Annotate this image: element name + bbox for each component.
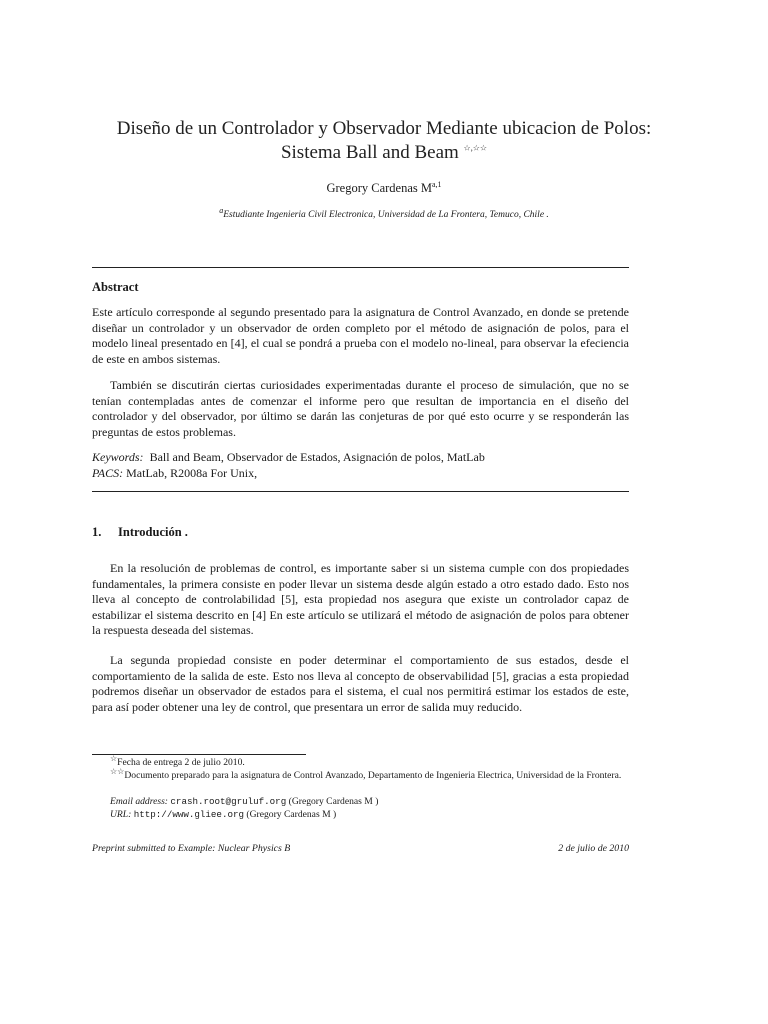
preprint-date: 2 de julio de 2010 (558, 843, 629, 854)
abstract-bottom-rule (92, 491, 629, 492)
abstract-heading: Abstract (92, 280, 139, 294)
title-line-2-text: Sistema Ball and Beam (280, 142, 459, 163)
affiliation-text: Estudiante Ingenieria Civil Electronica, Universidad de La Frontera, Temuco, Chile . (223, 210, 549, 220)
footnote-url (92, 808, 629, 821)
url-owner: (Gregory Cardenas M ) (246, 809, 337, 820)
section-number: 1. (92, 525, 102, 539)
footnote-1-mark: ☆ (110, 753, 118, 763)
intro-paragraph-2: La segunda propiedad consiste en poder determinar el comportamiento de sus estados, desde el comportamiento de la salida de este. Esto nos lleva al concepto de observabilidad [5], gracias a esta propiedad podremos diseñar un observador de estados para el sistema, el cual nos permitirá estimar los estados de este, para así poder obtener una ley de control, que presentara un error de salida muy reducido. (92, 653, 629, 714)
email-label: Email address: (110, 796, 169, 807)
email-address-link[interactable]: crash.root@gruluf.org (170, 796, 287, 807)
preprint-note: Preprint submitted to Example: Nuclear Physics B (92, 843, 291, 854)
keywords-line (92, 450, 629, 466)
pacs-line (92, 466, 629, 482)
pacs-text: MatLab, R2008a For Unix, (126, 466, 258, 480)
footnote-1-text: Fecha de entrega 2 de julio 2010. (117, 757, 245, 768)
keywords-label: Keywords: (92, 450, 144, 464)
footnote-email (92, 795, 629, 808)
title-line-1: Diseño de un Controlador y Observador Mediante ubicacion de Polos: (116, 118, 652, 139)
footnote-1 (92, 753, 629, 769)
title-footnote-marks: ☆,☆☆ (463, 143, 488, 153)
paper-title (60, 117, 708, 165)
author-line (60, 181, 708, 196)
footnote-rule (92, 754, 306, 755)
email-owner: (Gregory Cardenas M ) (288, 796, 379, 807)
keywords-text: Ball and Beam, Observador de Estados, Asignación de polos, MatLab (149, 450, 485, 464)
pacs-label: PACS: (92, 466, 124, 480)
author-name: Gregory Cardenas M (326, 181, 432, 195)
affiliation-superscript: a (219, 205, 224, 215)
abstract-paragraph-2: También se discutirán ciertas curiosidades experimentadas durante el proceso de simulación, que no se tenían contempladas antes de comenzar el informe pero que resultan de importancia en el diseño del controlador y del observador, por último se darán las conjeturas de por qué esto ocurre y se responderán las preguntas de estos problemas. (92, 378, 629, 439)
footnote-2-text: Documento preparado para la asignatura de Control Avanzado, Departamento de Ingenieria Electrica, Universidad de la Frontera. (124, 770, 622, 781)
footnote-2-mark: ☆☆ (110, 766, 125, 776)
url-link[interactable]: http://www.gliee.org (133, 809, 245, 820)
title-line-2 (60, 141, 708, 165)
author-superscript: a,1 (431, 179, 442, 189)
section-heading (92, 525, 188, 540)
abstract-paragraph-1: Este artículo corresponde al segundo presentado para la asignatura de Control Avanzado, en donde se pretende diseñar un controlador y un observador de orden completo por el método de asignación de polos, para el modelo lineal presentado en [4], el cual se pondrá a prueba con el modelo no-lineal, para observar la efeciencia de este en ambos sistemas. (92, 305, 629, 366)
footnote-2 (92, 766, 629, 782)
url-label: URL: (110, 809, 132, 820)
intro-paragraph-1: En la resolución de problemas de control, es importante saber si un sistema cumple con dos propiedades fundamentales, la primera consiste en poder llevar un sistema desde algún estado a otro estado dado. Esto nos lleva al concepto de controlabilidad [5], esta propiedad nos asegura que existe un controlador capaz de estabilizar el sistema descrito en [4] En este artículo se utilizará el método de asignación de polos para obtener la respuesta deseada del sistemas. (92, 561, 629, 638)
author-affiliation (60, 205, 708, 220)
abstract-top-rule (92, 267, 629, 268)
section-title: Introdución . (118, 525, 188, 539)
